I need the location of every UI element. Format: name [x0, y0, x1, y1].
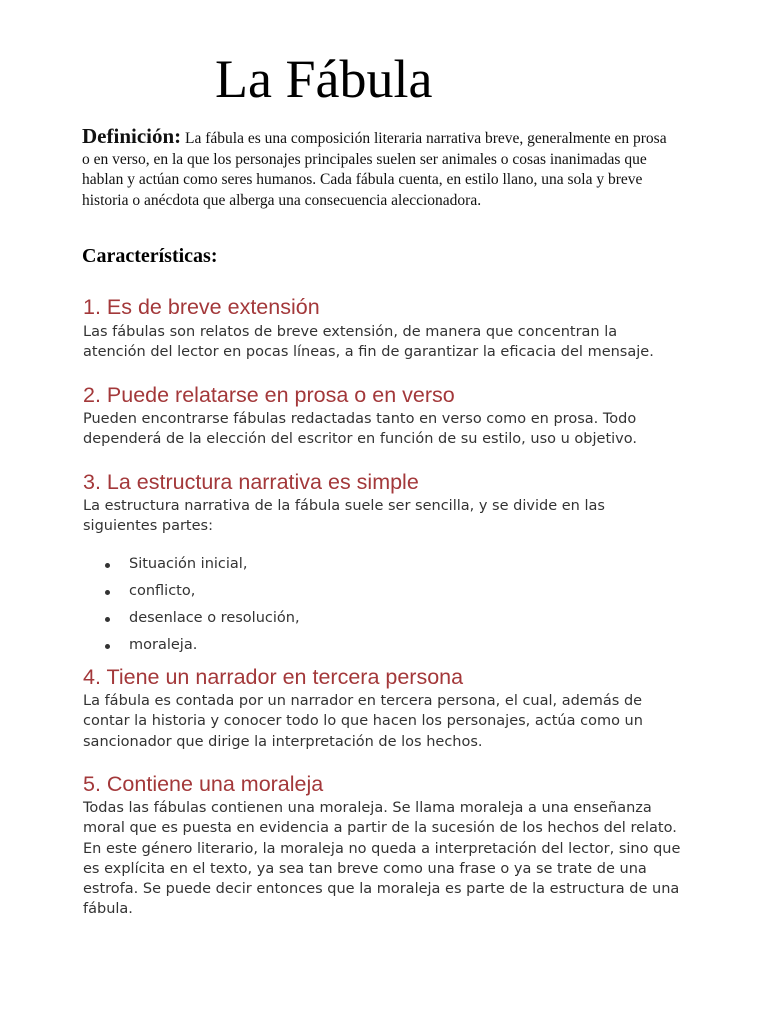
section-2-heading: 2. Puede relatarse en prosa o en verso	[83, 383, 455, 407]
page-title: La Fábula	[215, 49, 433, 109]
bullet-icon	[105, 590, 110, 595]
section-5-heading: 5. Contiene una moraleja	[83, 772, 324, 796]
bullet-icon	[105, 644, 110, 649]
section-3-text: La estructura narrativa de la fábula suele ser sencilla, y se divide en las siguientes partes:	[83, 498, 605, 535]
section-2-text: Pueden encontrarse fábulas redactadas tanto en verso como en prosa. Todo dependerá de la elección del escritor en función de su estilo, uso u objetivo.	[83, 411, 637, 448]
section-3-heading: 3. La estructura narrativa es simple	[83, 470, 419, 494]
list-item-label: desenlace o resolución,	[129, 610, 300, 626]
definition-paragraph	[82, 126, 672, 211]
section-1-heading: 1. Es de breve extensión	[83, 295, 320, 319]
characteristics-heading: Características:	[82, 245, 218, 267]
definition-text: La fábula es una composición literaria narrativa breve, generalmente en prosa o en verso, en la que los personajes principales suelen ser animales o cosas inanimadas que hablan y actúan como seres humanos. Cada fábula cuenta, en estilo llano, una sola y breve historia o anécdota que alberga una consecuencia aleccionadora.	[82, 130, 667, 209]
list-item-label: Situación inicial,	[129, 556, 248, 572]
list-item-label: conflicto,	[129, 583, 196, 599]
list-item	[83, 635, 300, 662]
list-item	[83, 608, 300, 635]
section-4-text: La fábula es contada por un narrador en tercera persona, el cual, además de contar la historia y conocer todo lo que hacen los personajes, actúa como un sancionador que dirige la interpretación de los hechos.	[83, 693, 643, 750]
structure-parts-list	[83, 554, 300, 662]
bullet-icon	[105, 563, 110, 568]
definition-label: Definición:	[82, 124, 182, 148]
list-item	[83, 554, 300, 581]
list-item-label: moraleja.	[129, 637, 198, 653]
list-item	[83, 581, 300, 608]
section-5-text: Todas las fábulas contienen una moraleja. Se llama moraleja a una enseñanza moral que es puesta en evidencia a partir de la sucesión de los hechos del relato. En este género literario, la moraleja no queda a interpretación del lector, sino que es explícita en el texto, ya sea tan breve como una frase o ya se trate de una estrofa. Se puede decir entonces que la moraleja es parte de la estructura de una fábula.	[83, 800, 681, 918]
section-4-heading: 4. Tiene un narrador en tercera persona	[83, 665, 464, 689]
bullet-icon	[105, 617, 110, 622]
section-1-text: Las fábulas son relatos de breve extensión, de manera que concentran la atención del lector en pocas líneas, a fin de garantizar la eficacia del mensaje.	[83, 324, 654, 361]
